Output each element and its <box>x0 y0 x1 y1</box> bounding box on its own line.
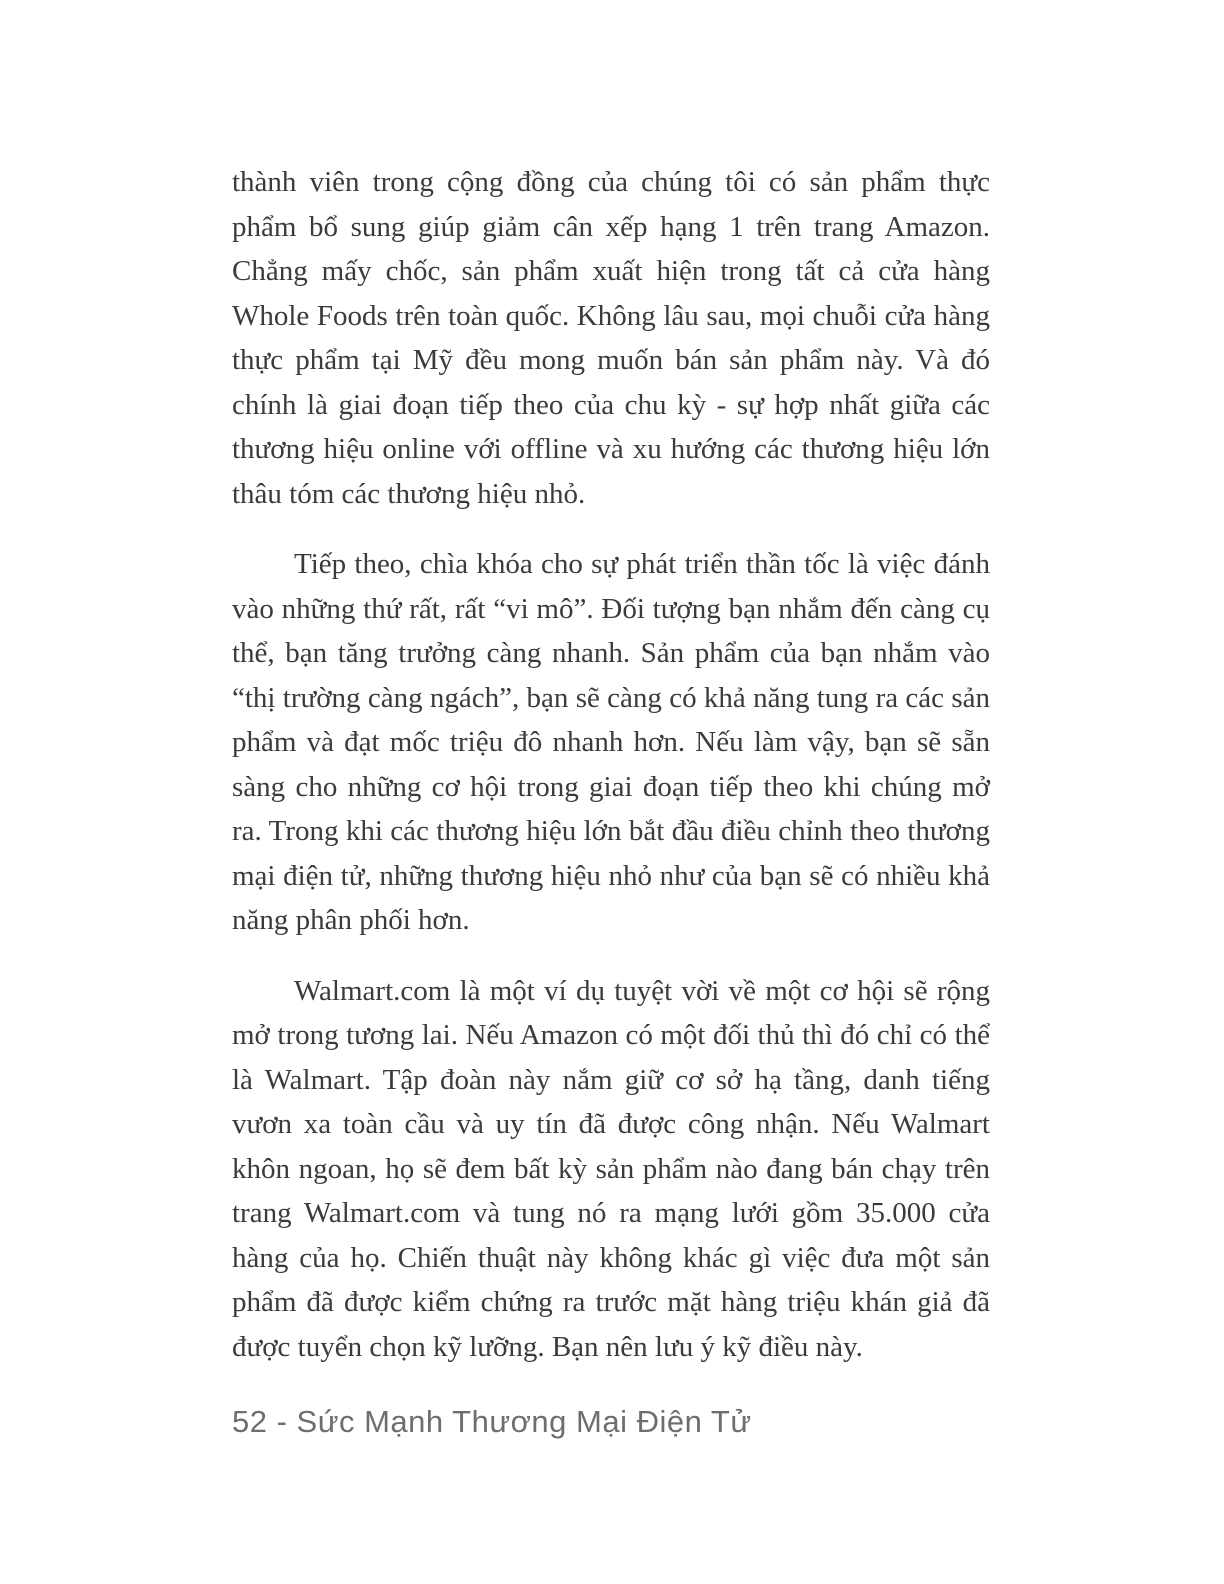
paragraph-3: Walmart.com là một ví dụ tuyệt vời về một cơ hội sẽ rộng mở trong tương lai. Nếu Amazon có một đối thủ thì đó chỉ có thể là Walmart. Tập đoàn này nắm giữ cơ sở hạ tầng, danh tiếng vươn xa toàn cầu và uy tín đã được công nhận. Nếu Walmart khôn ngoan, họ sẽ đem bất kỳ sản phẩm nào đang bán chạy trên trang Walmart.com và tung nó ra mạng lưới gồm 35.000 cửa hàng của họ. Chiến thuật này không khác gì việc đưa một sản phẩm đã được kiểm chứng ra trước mặt hàng triệu khán giả đã được tuyển chọn kỹ lưỡng. Bạn nên lưu ý kỹ điều này. <box>232 974 990 1363</box>
paragraph-2: Tiếp theo, chìa khóa cho sự phát triển thần tốc là việc đánh vào những thứ rất, rất “vi mô”. Đối tượng bạn nhắm đến càng cụ thể, bạn tăng trưởng càng nhanh. Sản phẩm của bạn nhắm vào “thị trường càng ngách”, bạn sẽ càng có khả năng tung ra các sản phẩm và đạt mốc triệu đô nhanh hơn. Nếu làm vậy, bạn sẽ sẵn sàng cho những cơ hội trong giai đoạn tiếp theo khi chúng mở ra. Trong khi các thương hiệu lớn bắt đầu điều chỉnh theo thương mại điện tử, những thương hiệu nhỏ như của bạn sẽ có nhiều khả năng phân phối hơn. <box>232 548 990 936</box>
paragraph-1: thành viên trong cộng đồng của chúng tôi có sản phẩm thực phẩm bổ sung giúp giảm cân xếp hạng 1 trên trang Amazon. Chẳng mấy chốc, sản phẩm xuất hiện trong tất cả cửa hàng Whole Foods trên toàn quốc. Không lâu sau, mọi chuỗi cửa hàng thực phẩm tại Mỹ đều mong muốn bán sản phẩm này. Và đó chính là giai đoạn tiếp theo của chu kỳ - sự hợp nhất giữa các thương hiệu online với offline và xu hướng các thương hiệu lớn thâu tóm các thương hiệu nhỏ. <box>232 166 990 510</box>
body-text-block <box>232 160 990 1369</box>
page-footer: 52 - Sức Mạnh Thương Mại Điện Tử <box>232 1404 752 1439</box>
